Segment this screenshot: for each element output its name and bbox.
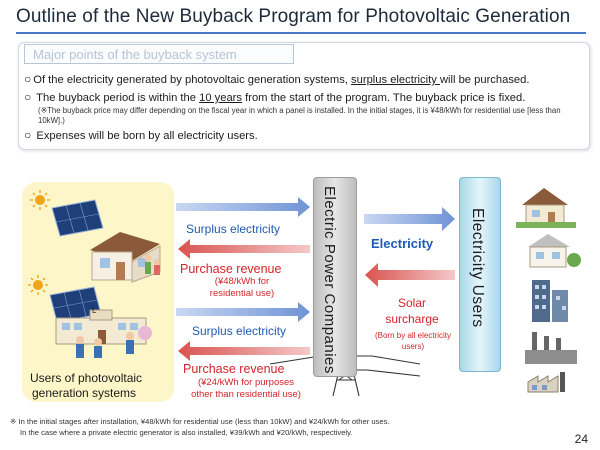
bullet-circle-icon: ○ [24, 72, 32, 86]
purchase-revenue-note-2-line1: (¥24/kWh for purposes [197, 377, 295, 388]
arrow-surplus-1 [176, 197, 310, 217]
solar-surcharge-line2: surcharge [385, 312, 439, 326]
solar-surcharge-line1: Solar [397, 296, 426, 310]
purchase-revenue-note-1 [192, 276, 292, 300]
bullet-circle-icon: ○ [24, 90, 32, 104]
page-title: Outline of the New Buyback Program for Photovoltaic Generation [16, 6, 586, 34]
point-surplus-text: Of the electricity generated by photovoltaic generation systems, [33, 74, 352, 86]
electricity-users-label: Electricity Users [469, 208, 486, 328]
solar-surcharge-note [366, 330, 460, 352]
arrow-surcharge [365, 263, 455, 287]
sun-icon [30, 190, 50, 210]
solar-panel-icon [52, 200, 103, 236]
arrow-surplus-2 [176, 302, 310, 322]
purchase-revenue-label-2: Purchase revenue [183, 362, 285, 376]
school-sign: L [92, 306, 97, 315]
office-building-icon [532, 280, 568, 322]
point-period-text: The buyback period is within the [36, 92, 200, 104]
point-surplus-end: will be purchased. [439, 74, 530, 86]
house-icon [528, 234, 581, 267]
pv-users-label [30, 371, 142, 401]
purchase-revenue-note-2 [176, 377, 316, 401]
major-points-header: Major points of the buyback system [24, 44, 294, 64]
arrow-revenue-1 [178, 239, 310, 259]
electric-power-companies-label: Electric Power Companies [321, 186, 338, 374]
page-number: 24 [574, 432, 588, 446]
purchase-revenue-note-1-line2: residential use) [209, 288, 275, 299]
solar-surcharge-note-line1: (Born by all electricity [374, 331, 452, 340]
point-expenses-text: Expenses will be born by all electricity users. [36, 130, 258, 142]
purchase-revenue-label-1: Purchase revenue [180, 262, 282, 276]
footnote-line2: In the case where a private electric generator is also installed, ¥39/kWh and ¥20/kWh, respectively. [20, 428, 353, 437]
surplus-electricity-label-1: Surplus electricity [186, 222, 281, 236]
surplus-electricity-label-2: Surplus electricity [192, 324, 287, 338]
purchase-revenue-note-2-line2: other than residential use) [191, 389, 301, 400]
footnote-line1: ※ In the initial stages after installation, ¥48/kWh for residential use (less than 10kW) and ¥24/kWh for other uses. [10, 417, 390, 426]
purchase-revenue-note-1-line1: (¥48/kWh for [214, 276, 270, 287]
electricity-label: Electricity [371, 236, 434, 251]
footnote [10, 416, 390, 438]
house-icon [516, 188, 576, 228]
point-surplus-underlined: surplus electricity [351, 74, 440, 86]
bullet-circle-icon: ○ [24, 128, 32, 142]
solar-surcharge-label [372, 295, 452, 327]
point-period-underlined: 10 years [199, 92, 243, 104]
point-period-end: from the start of the program. The buyback price is fixed. [242, 92, 526, 104]
pv-users-label-line1: Users of photovoltaic [30, 371, 143, 385]
solar-surcharge-note-line2: users) [401, 342, 425, 351]
factory-icon [528, 372, 565, 392]
sun-icon [28, 275, 48, 295]
point-period-note: (※The buyback price may differ depending on the fiscal year in which a panel is installed. In the initial stages, it is ¥48/kWh for residential use [less than 10kW].) [38, 106, 561, 125]
arrow-revenue-2 [178, 341, 310, 361]
factory-icon [525, 332, 577, 364]
arrow-electricity [364, 207, 455, 231]
pv-users-label-line2: generation systems [32, 386, 137, 400]
